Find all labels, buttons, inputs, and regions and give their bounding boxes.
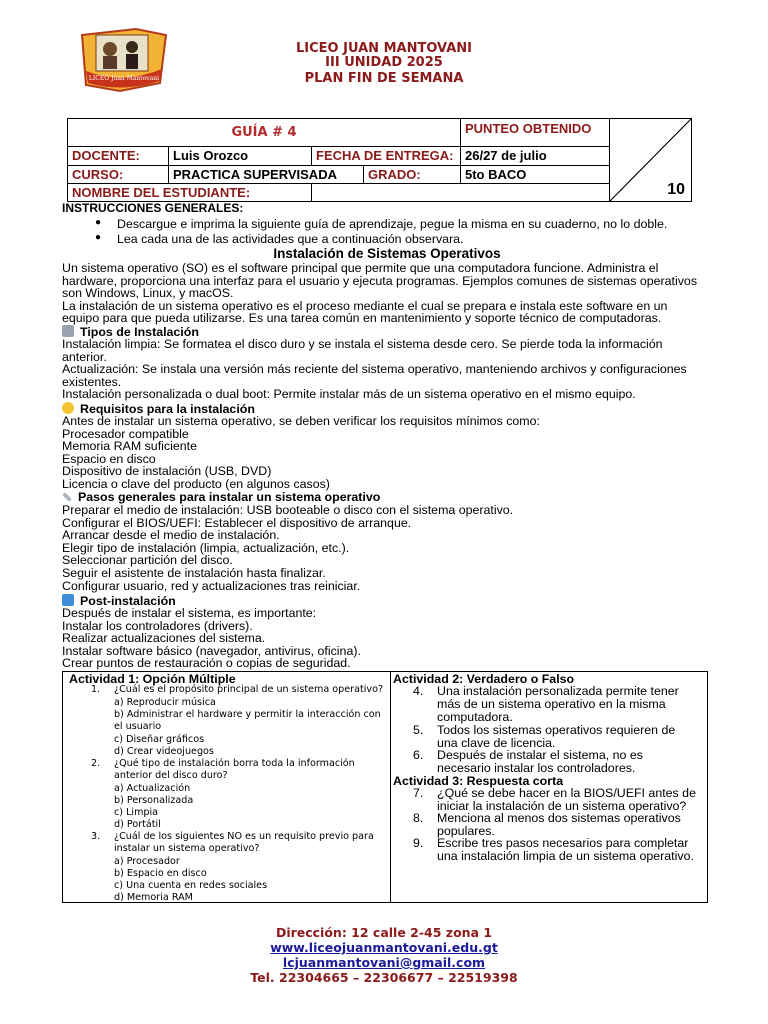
footer-email-link[interactable]: lcjuanmantovani@gmail.com xyxy=(282,955,486,970)
q2-option: d) Portátil xyxy=(114,819,161,830)
activity2-title: Actividad 2: Verdadero o Falso xyxy=(393,672,575,686)
q3-text: ¿Cuál de los siguientes NO es un requisito previo para xyxy=(114,831,374,842)
q3-number: 3. xyxy=(91,831,101,842)
school-logo xyxy=(76,27,172,93)
wrench-icon xyxy=(62,492,72,502)
q4-text: Una instalación personalizada permite tener xyxy=(437,684,679,698)
footer-address: Dirección: 12 calle 2-45 zona 1 xyxy=(275,925,493,940)
section-post-body: Después de instalar el sistema, es importante: Instalar los controladores (drivers). Realizar actualizaciones del sistema. Instalar software básico (navegador, antivirus, oficina). Crear puntos de restauración o copias de seguridad. xyxy=(62,606,361,671)
score-value: 10 xyxy=(667,181,685,198)
q5-number: 5. xyxy=(413,723,424,737)
q6-text: necesario instalar los controladores. xyxy=(437,761,636,775)
activities-box xyxy=(62,671,708,903)
q1-option: a) Reproducir música xyxy=(114,697,216,708)
q5-text: una clave de licencia. xyxy=(437,736,556,750)
q1-text: ¿Cuál es el propósito principal de un sistema operativo? xyxy=(114,684,384,695)
section-post-heading: Post-instalación xyxy=(62,594,712,608)
content-title: Instalación de Sistemas Operativos xyxy=(273,246,501,261)
q8-number: 8. xyxy=(413,811,424,825)
q4-text: más de un sistema operativo en la misma xyxy=(437,697,666,711)
q2-number: 2. xyxy=(91,758,101,769)
logo-text: LICEO Juan Mantovani xyxy=(88,75,160,82)
q8-text: populares. xyxy=(437,824,495,838)
q3-text: instalar un sistema operativo? xyxy=(114,843,260,854)
q2-option: b) Personalizada xyxy=(114,795,194,806)
due-value: 26/27 de julio xyxy=(461,147,610,165)
grade-label: GRADO: xyxy=(364,165,461,183)
q8-text: Menciona al menos dos sistemas operativos xyxy=(437,811,681,825)
course-value: PRACTICA SUPERVISADA xyxy=(169,165,364,183)
q7-number: 7. xyxy=(413,786,424,800)
q2-text: ¿Qué tipo de instalación borra toda la información xyxy=(114,758,355,769)
section-requirements-body: Antes de instalar un sistema operativo, se deben verificar los requisitos mínimos como: Procesador compatible Memoria RAM suficiente Espacio en disco Dispositivo de instalación (USB, DVD) Licencia o clave del producto (en algunos casos) xyxy=(62,414,540,491)
score-label: PUNTEO OBTENIDO xyxy=(461,119,610,147)
guide-header-table xyxy=(67,118,691,202)
section-types-heading: Tipos de Instalación xyxy=(62,325,712,339)
student-label: NOMBRE DEL ESTUDIANTE: xyxy=(68,183,312,201)
section-steps-body: Preparar el medio de instalación: USB booteable o disco con el sistema operativo. Configurar el BIOS/UEFI: Establecer el dispositivo de arranque. Arrancar desde el medio de instalación. Elegir tipo de instalación (limpia, actualización, etc.). Seleccionar partición del disco. Seguir el asistente de instalación hasta finalizar. Configurar usuario, red y actualizaciones tras reiniciar. xyxy=(62,503,514,593)
q3-option: c) Una cuenta en redes sociales xyxy=(114,880,268,891)
plan-label: PLAN FIN DE SEMANA xyxy=(304,71,464,86)
q1-option: b) Administrar el hardware y permitir la interacción con xyxy=(114,709,381,720)
q9-text: una instalación limpia de un sistema operativo. xyxy=(437,849,694,863)
q7-text: ¿Qué se debe hacer en la BIOS/UEFI antes de xyxy=(437,786,696,800)
grade-value: 5to BACO xyxy=(461,165,610,183)
q3-option: b) Espacio en disco xyxy=(114,868,207,879)
q4-number: 4. xyxy=(413,684,424,698)
q1-option: d) Crear videojuegos xyxy=(114,746,214,757)
intro-paragraph: Un sistema operativo (SO) es el software principal que permite que una computadora funcione. Administra el hardware, proporciona una interfaz para el usuario y ejecuta programas. Ejemplos comunes de sistemas operativos son Windows, Linux, y macOS. La instalación de un sistema operativo es el proceso mediante el cual se prepara e instala este software en un equipo para que pueda utilizarse. Es una tarea común en mantenimiento y soporte técnico de computadoras. xyxy=(62,261,698,326)
q3-option: d) Memoria RAM xyxy=(114,892,193,903)
score-cell xyxy=(610,119,692,202)
q1-option: el usuario xyxy=(114,721,162,732)
teacher-label: DOCENTE: xyxy=(68,147,169,165)
q2-option: c) Limpia xyxy=(114,807,159,818)
due-label: FECHA DE ENTREGA: xyxy=(312,147,461,165)
q1-number: 1. xyxy=(91,684,101,695)
q5-text: Todos los sistemas operativos requieren de xyxy=(437,723,676,737)
q1-option: c) Diseñar gráficos xyxy=(114,734,205,745)
q7-text: iniciar la instalación de un sistema operativo? xyxy=(437,799,687,813)
school-name: LICEO JUAN MANTOVANI xyxy=(296,41,472,56)
bullet-icon: ● xyxy=(95,217,102,228)
q4-text: computadora. xyxy=(437,710,513,724)
guide-title: GUÍA # 4 xyxy=(68,119,461,147)
activity3-title: Actividad 3: Respuesta corta xyxy=(393,774,564,788)
course-label: CURSO: xyxy=(68,165,169,183)
activity1-title: Actividad 1: Opción Múltiple xyxy=(69,672,236,686)
bullet-icon: ● xyxy=(95,232,102,243)
section-types-body: Instalación limpia: Se formatea el disco duro y se instala el sistema desde cero. Se pierde toda la información anterior. Actualización: Se instala una versión más reciente del sistema operativo, manteniendo archivos y configuraciones existentes. Instalación personalizada o dual boot: Permite instalar más de un sistema operativo en el mismo equipo. xyxy=(62,337,687,402)
tools-icon xyxy=(62,325,74,337)
student-name-field[interactable] xyxy=(312,183,610,201)
q2-option: a) Actualización xyxy=(114,783,191,794)
q6-text: Después de instalar el sistema, no es xyxy=(437,748,643,762)
q2-text: anterior del disco duro? xyxy=(114,770,228,781)
teacher-value: Luis Orozco xyxy=(169,147,312,165)
unit-label: III UNIDAD 2025 xyxy=(325,55,443,70)
footer-website-link[interactable]: www.liceojuanmantovani.edu.gt xyxy=(270,940,498,955)
q9-number: 9. xyxy=(413,836,424,850)
section-steps-heading: Pasos generales para instalar un sistema operativo xyxy=(62,491,712,504)
section-requirements-heading: Requisitos para la instalación xyxy=(62,402,712,416)
instructions-heading: INSTRUCCIONES GENERALES: xyxy=(62,201,244,215)
q9-text: Escribe tres pasos necesarios para completar xyxy=(437,836,689,850)
activities-divider xyxy=(390,672,391,902)
q3-option: a) Procesador xyxy=(114,856,180,867)
face-icon xyxy=(62,402,74,414)
q6-number: 6. xyxy=(413,748,424,762)
check-icon xyxy=(62,594,74,606)
footer-phones: Tel. 22304665 – 22306677 – 22519398 xyxy=(250,970,518,985)
